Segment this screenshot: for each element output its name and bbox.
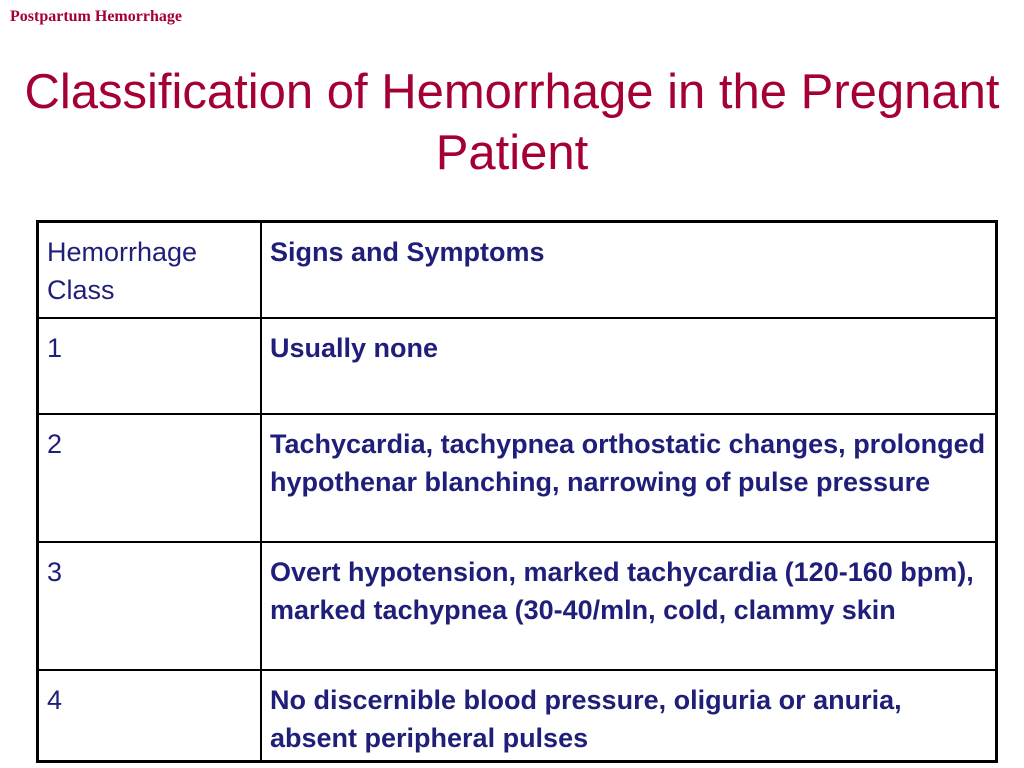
class-cell: 4: [38, 670, 262, 762]
class-cell: 2: [38, 414, 262, 542]
slide-title: Classification of Hemorrhage in the Pregnant Patient: [24, 65, 1000, 180]
signs-cell: Usually none: [261, 318, 997, 414]
table-row: [38, 542, 997, 670]
header-cell-signs: Signs and Symptoms: [261, 222, 997, 318]
signs-cell: Tachycardia, tachypnea orthostatic changes, prolonged hypothenar blanching, narrowing of pulse pressure: [261, 414, 997, 542]
header-cell-class: Hemorrhage Class: [38, 222, 262, 318]
class-cell: 3: [38, 542, 262, 670]
header-label: Postpartum Hemorrhage: [10, 8, 182, 25]
table-row: [38, 670, 997, 762]
table-header-row: [38, 222, 997, 318]
table-row: [38, 414, 997, 542]
classification-table: [36, 220, 998, 763]
signs-cell: No discernible blood pressure, oliguria or anuria, absent peripheral pulses: [261, 670, 997, 762]
signs-cell: Overt hypotension, marked tachycardia (120-160 bpm), marked tachypnea (30-40/mln, cold, clammy skin: [261, 542, 997, 670]
class-cell: 1: [38, 318, 262, 414]
classification-table-container: [36, 220, 998, 763]
table-row: [38, 318, 997, 414]
